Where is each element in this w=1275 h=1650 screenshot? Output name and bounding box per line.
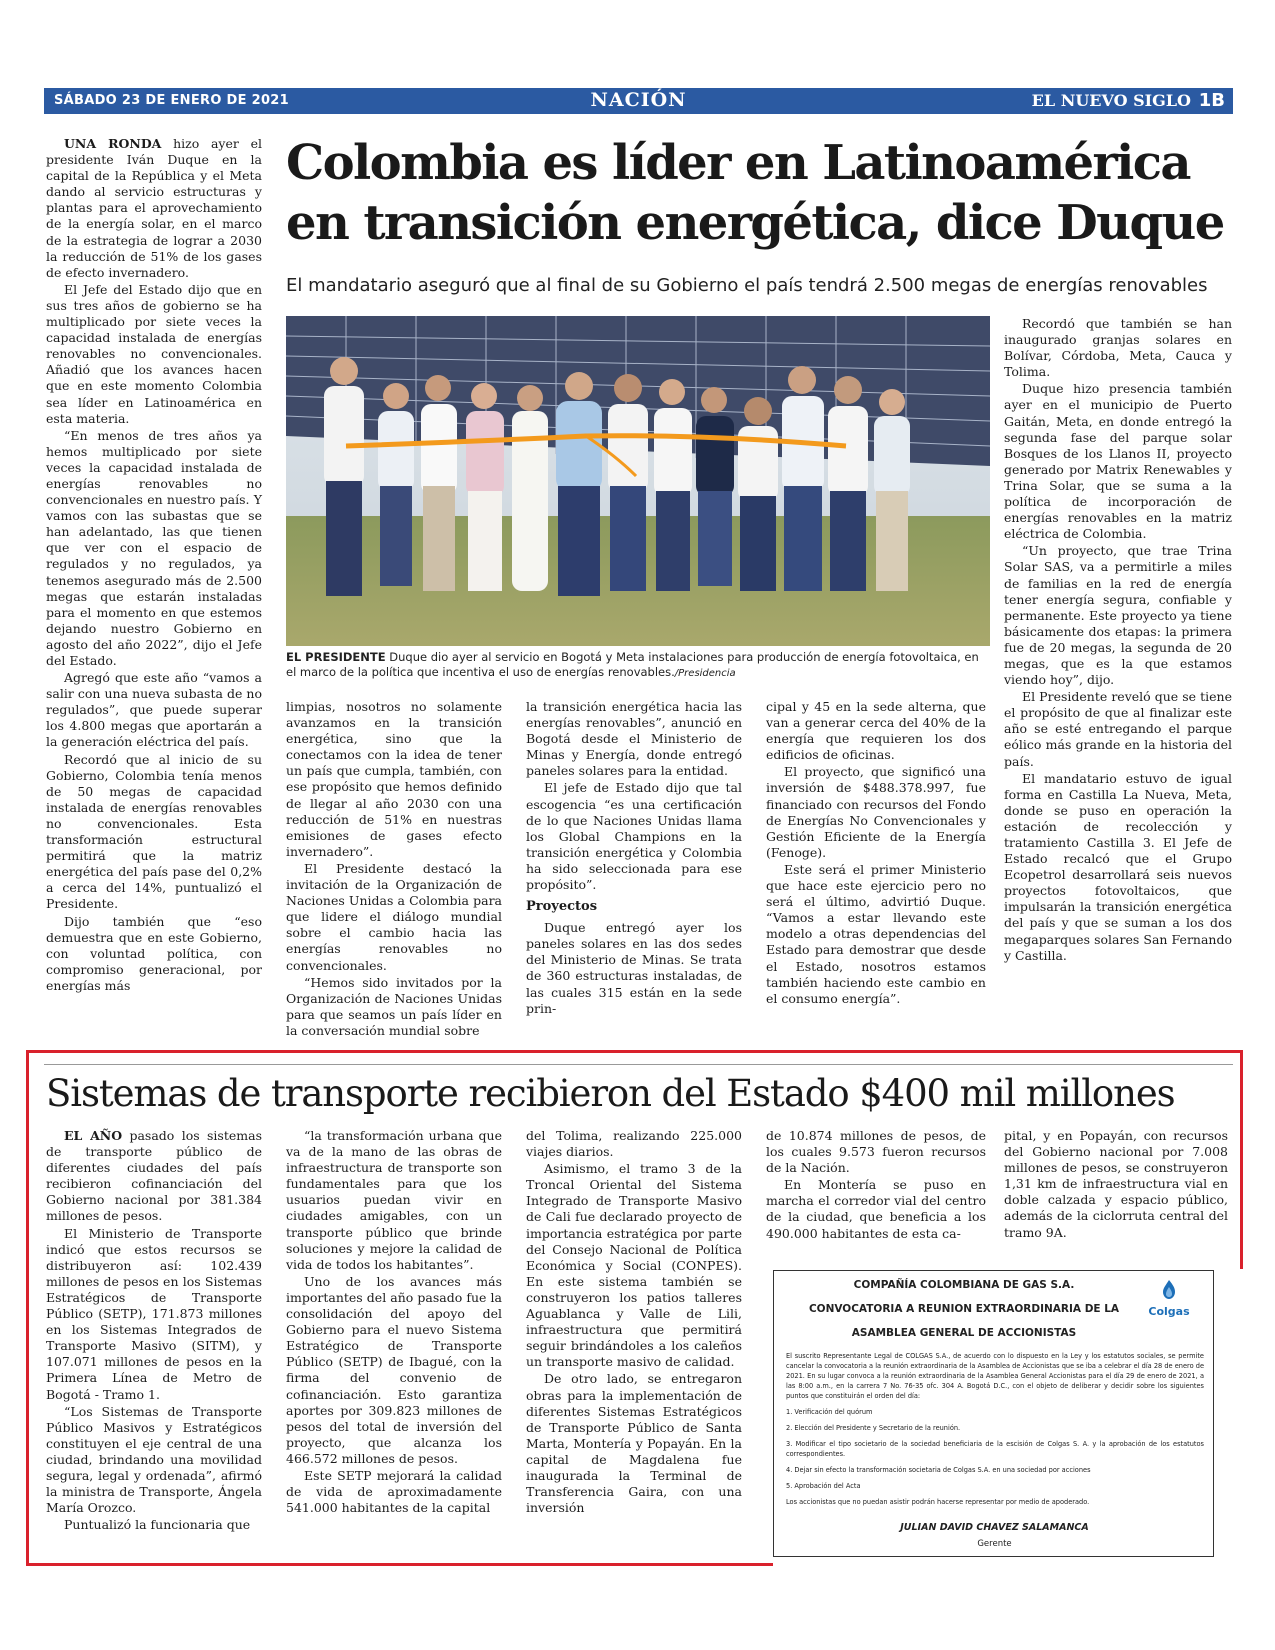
paragraph xyxy=(46,670,262,750)
paragraph xyxy=(526,920,742,1017)
second-headline: Sistemas de transporte recibieron del Estado $400 mil millones xyxy=(46,1072,1175,1115)
agenda-item: 4. Dejar sin efecto la transformación societaria de Colgas S.A. en una sociedad por acciones xyxy=(786,1466,1091,1474)
paragraph-text: Asimismo, el tramo 3 de la Troncal Oriental del Sistema Integrado de Transporte Masivo de Cali fue declarado proyecto de importancia estratégica por parte del Consejo Nacional de Política Económica y Social (CONPES). En este sistema también se construyeron los patios talleres Aguablanca y Valle de Lili, infraestructura que permitirá seguir brindándoles a los caleños un transporte masivo de calidad. xyxy=(526,1161,742,1370)
paragraph xyxy=(46,428,262,669)
main-story-column-4 xyxy=(766,699,986,1008)
paragraph xyxy=(526,1128,742,1160)
second-story-column-1 xyxy=(46,1128,262,1534)
ad-signer-role: Gerente xyxy=(977,1539,1012,1549)
paragraph-text: Dijo también que “eso demuestra que en este Gobierno, con voluntad política, con compromiso generacional, por energías más xyxy=(46,913,262,993)
paragraph-text: pasado los sistemas de transporte público de diferentes ciudades del país recibieron cofinanciación del Gobierno nacional por 381.384 millones de pesos. xyxy=(46,1128,262,1224)
solar-ceremony-photo xyxy=(286,316,990,646)
main-headline-line-1: Colombia es líder en Latinoamérica xyxy=(286,135,1190,191)
paragraph xyxy=(1004,771,1232,964)
paragraph xyxy=(46,136,262,281)
paragraph xyxy=(1004,543,1232,688)
paragraph xyxy=(1004,1128,1228,1241)
caption-lead: EL PRESIDENTE xyxy=(286,650,386,664)
shareholder-meeting-notice xyxy=(773,1270,1214,1557)
paragraph-text: hizo ayer el presidente Iván Duque en la capital de la República y el Meta dando al servicio estructuras y plantas para el aprovechamiento de la energía solar, en el marco de la estrategia de lograr a 2030 la reducción de 51% de los gases de efecto invernadero. xyxy=(46,136,262,280)
lead-in: EL AÑO xyxy=(64,1128,123,1143)
paragraph-text: pital, y en Popayán, con recursos del Gobierno nacional por 7.008 millones de pesos, se construyeron 1,31 km de infraestructura vial en doble calzada y espacio público, además de la ciclorruta central del tramo 9A. xyxy=(1004,1128,1228,1240)
paragraph xyxy=(46,1128,262,1225)
paragraph xyxy=(766,764,986,861)
paragraph xyxy=(46,1226,262,1403)
ad-signer: JULIAN DAVID CHAVEZ SALAMANCA xyxy=(900,1522,1089,1533)
header-bar xyxy=(44,88,1233,114)
paragraph-text: El Presidente destacó la invitación de la Organización de Naciones Unidas a Colombia para que lidere el diálogo mundial sobre el cambio hacia las energías renovables no convencionales. xyxy=(286,860,502,973)
paragraph xyxy=(526,699,742,779)
agenda-item: 3. Modificar el tipo societario de la sociedad beneficiaria de la escisión de Colgas S. A. y la aprobación de los estatutos correspondientes. xyxy=(786,1440,1204,1458)
paragraph xyxy=(766,862,986,1007)
paragraph-text: de 10.874 millones de pesos, de los cuales 9.573 fueron recursos de la Nación. xyxy=(766,1128,986,1176)
paragraph-text: El Jefe del Estado dijo que en sus tres años de gobierno se ha multiplicado por siete veces la capacidad instalada de energías renovables no convencionales. Añadió que los avances hacen que en este momento Colombia sea líder en Latinoamérica en esta materia. xyxy=(46,281,262,426)
paragraph-text: cipal y 45 en la sede alterna, que van a generar cerca del 40% de la energía que requieren los dos edificios de oficinas. xyxy=(766,699,986,763)
paragraph xyxy=(286,861,502,974)
paragraph xyxy=(286,1274,502,1467)
paragraph-text: Este SETP mejorará la calidad de vida de aproximadamente 541.000 habitantes de la capital xyxy=(286,1467,502,1516)
agenda-item: 1. Verificación del quórum xyxy=(786,1408,873,1416)
paragraph-text: De otro lado, se entregaron obras para la implementación de diferentes Sistemas Estratégicos de Transporte Público de Santa Marta, Montería y Popayán. En la capital de Magdalena fue inaugurada la Terminal de Transferencia Gaira, con una inversión xyxy=(526,1371,742,1516)
main-subheadline: El mandatario aseguró que al final de su Gobierno el país tendrá 2.500 megas de energías renovables xyxy=(286,275,1208,296)
paragraph-text: la transición energética hacia las energías renovables”, anunció en Bogotá desde el Ministerio de Minas y Energía, donde entregó paneles solares para la entidad. xyxy=(526,699,742,779)
photo-credit: /Presidencia xyxy=(674,668,736,679)
paragraph xyxy=(46,1517,262,1533)
paragraph xyxy=(46,1404,262,1517)
paragraph-text: “Los Sistemas de Transporte Público Masivos y Estratégicos constituyen el eje central de una ciudad, brindando una movilidad segura, legal y ordenada”, afirmó la ministra de Transporte, Ángela María Orozco. xyxy=(46,1403,262,1516)
paragraph-text: El mandatario estuvo de igual forma en Castilla La Nueva, Meta, donde se puso en operación la estación de recolección y tratamiento Castilla 3. El Jefe de Estado recalcó que el Grupo Ecopetrol desarrollará seis nuevos proyectos fotovoltaicos, que impulsarán la transición energética del país y que se suman a los dos megaparques solares San Fernando y Castilla. xyxy=(1004,770,1232,963)
ad-title-line-1: CONVOCATORIA A REUNION EXTRAORDINARIA DE LA xyxy=(808,1303,1120,1315)
paragraph-text: “En menos de tres años ya hemos multiplicado por siete veces la capacidad instalada de energías renovables no convencionales en nuestro país. Y vamos con las subastas que se han adelantado, las que tienen que ver con el espacio de regulados y no regulados, ya tenemos asegurado más de 2.500 megas que estarán instaladas para el momento en que estemos dejando nuestro Gobierno en agosto del año 2022”, dijo el Jefe del Estado. xyxy=(46,427,262,668)
ad-agenda xyxy=(786,1407,1204,1491)
paragraph xyxy=(526,1161,742,1370)
photo-caption xyxy=(286,650,990,681)
paragraph-text: Agregó que este año “vamos a salir con una nueva subasta de no regulados”, que puede superar los 4.800 megas que aportarán a la generación eléctrica del país. xyxy=(46,670,262,750)
section-name: NACIÓN xyxy=(590,89,687,111)
paragraph xyxy=(286,975,502,1039)
paragraph-text: El Ministerio de Transporte indicó que estos recursos se distribuyeron así: 102.439 millones de pesos en los Sistemas Estratégicos de Transporte Público (SETP), 171.873 millones en los Sistemas Integrados de Transporte Masivo (SITM), y 107.071 millones de pesos en la Primera Línea de Metro de Bogotá - Tramo 1. xyxy=(46,1225,262,1402)
paragraph xyxy=(46,752,262,913)
page-number: 1B xyxy=(1198,90,1225,111)
paragraph-text: “la transformación urbana que va de la mano de las obras de infraestructura de transporte son fundamentales para que los usuarios puedan vivir en ciudades amigables, con un transporte público que brinde soluciones y mejore la calidad de vida de todos los habitantes”. xyxy=(286,1128,502,1272)
paragraph xyxy=(46,282,262,427)
paragraph-text: En Montería se puso en marcha el corredor vial del centro de la ciudad, que beneficia a los 490.000 habitantes de esta ca- xyxy=(766,1177,986,1241)
lead-in: UNA RONDA xyxy=(64,136,162,151)
paragraph-text: limpias, nosotros no solamente avanzamos en la transición energética, sino que la conectamos con la idea de tener un país que cumpla, también, con ese propósito que hemos definido de llegar al año 2030 con una reducción de 51% en nuestras emisiones de gases efecto invernadero”. xyxy=(286,699,502,859)
second-story-column-2 xyxy=(286,1128,502,1517)
paragraph-text: Puntualizó la funcionaria que xyxy=(64,1517,251,1533)
paragraph-text: Recordó que al inicio de su Gobierno, Colombia tenía menos de 50 megas de capacidad instalada de energías renovables no convencionales. Esta transformación estructural permitirá que la matriz energética del país pase del 0,2% a cerca del 14%, puntualizó el Presidente. xyxy=(46,751,262,912)
paragraph-text: Recordó que también se han inaugurado granjas solares en Bolívar, Córdoba, Meta, Cauca y Tolima. xyxy=(1004,316,1232,380)
paragraph-text: “Hemos sido invitados por la Organización de Naciones Unidas para que seamos un país líder en la conversación mundial sobre xyxy=(286,974,502,1038)
story-divider xyxy=(44,1064,1233,1065)
agenda-item: 5. Aprobación del Acta xyxy=(786,1482,861,1490)
paragraph-text: “Un proyecto, que trae Trina Solar SAS, va a permitirle a miles de familias en la red de energía tener energía segura, confiable y permanente. Este proyecto ya tiene básicamente dos etapas: la primera fue de 20 megas, la segunda de 20 megas, que es la que estamos viendo hoy”, dijo. xyxy=(1004,543,1232,688)
paragraph xyxy=(286,699,502,860)
paragraph xyxy=(1004,689,1232,769)
paragraph xyxy=(526,1371,742,1516)
colgas-logo-text: Colgas xyxy=(1148,1305,1190,1318)
paragraph xyxy=(766,1177,986,1241)
main-headline xyxy=(286,133,1236,253)
ad-body xyxy=(786,1351,1204,1513)
paragraph-text: El jefe de Estado dijo que tal escogencia “es una certificación de lo que Naciones Unidas llama los Global Champions en la transición energética y Colombia ha sido seleccionada para ese propósito”. xyxy=(526,780,742,893)
paragraph-text: Duque entregó ayer los paneles solares en las dos sedes del Ministerio de Minas. Se trata de 360 estructuras instaladas, de las cuales 315 están en la sede prin- xyxy=(526,920,742,1016)
paragraph-text: El proyecto, que significó una inversión de $488.378.997, fue financiado con recursos del Fondo de Energías No Convencionales y Gestión Eficiente de la Energía (Fenoge). xyxy=(766,764,986,860)
main-story-column-2 xyxy=(286,699,502,1040)
paragraph-text: Duque hizo presencia también ayer en el municipio de Puerto Gaitán, Meta, en donde entregó la segunda fase del parque solar Bosques de los Llanos II, proyecto generado por Matrix Renewables y Trina Solar, que se suma a la política de incorporación de energías renovables en la matriz eléctrica de Colombia. xyxy=(1004,381,1232,542)
agenda-item: 2. Elección del Presidente y Secretario de la reunión. xyxy=(786,1424,961,1432)
paragraph-text: Uno de los avances más importantes del año pasado fue la consolidación del apoyo del Gobierno para el nuevo Sistema Estratégico de Transporte Público (SETP) de Ibagué, con la firma del convenio de cofinanciación. Esto garantiza aportes por 309.823 millones de pesos del total de inversión del proyecto, que alcanza los 466.572 millones de pesos. xyxy=(286,1273,502,1466)
paragraph-text: del Tolima, realizando 225.000 viajes diarios. xyxy=(526,1128,742,1160)
ad-intro: El suscrito Representante Legal de COLGAS S.A., de acuerdo con lo dispuesto en la Ley y los estatutos sociales, se permite cancelar la convocatoria a la reunión extraordinaria de la Asamblea de Accionistas que se iba a celebrar el día 28 de enero de 2021. En su lugar convoca a la reunión extraordinaria de la Asamblea General Accionistas para el día 29 de enero de 2021, a las 8:00 a.m., en la carrera 7 No. 76-35 ofc. 304 A. Bogotá D.C., con el objeto de deliberar y decidir sobre los siguientes puntos que constituirán el orden del día: xyxy=(786,1352,1204,1400)
colgas-logo xyxy=(1139,1279,1199,1319)
paragraph xyxy=(766,1128,986,1176)
main-headline-line-2: en transición energética, dice Duque xyxy=(286,195,1224,251)
ad-title-line-2: ASAMBLEA GENERAL DE ACCIONISTAS xyxy=(851,1327,1077,1339)
main-story-column-1 xyxy=(46,136,262,995)
ad-company: COMPAÑÍA COLOMBIANA DE GAS S.A. xyxy=(853,1279,1075,1291)
second-story-column-3 xyxy=(526,1128,742,1517)
ad-note: Los accionistas que no puedan asistir podrán hacerse representar por medio de apoderado. xyxy=(786,1498,1090,1506)
paragraph xyxy=(1004,381,1232,542)
paragraph xyxy=(766,699,986,763)
main-story-column-5 xyxy=(1004,316,1232,965)
publication-name: EL NUEVO SIGLO xyxy=(1031,91,1191,110)
paragraph xyxy=(286,1128,502,1273)
caption-text: Duque dio ayer al servicio en Bogotá y Meta instalaciones para producción de energía fotovoltaica, en el marco de la política que incentiva el uso de energías renovables. xyxy=(286,650,979,679)
paragraph-text: Este será el primer Ministerio que hace este ejercicio pero no será el último, advirtió Duque. “Vamos a estar llevando este modelo a otras dependencias del Estado para demostrar que desde el Estado, nosotros estamos también haciendo este cambio en el consumo energía”. xyxy=(766,861,986,1006)
subheading: Proyectos xyxy=(526,899,598,915)
paragraph xyxy=(286,1468,502,1516)
issue-date: SÁBADO 23 DE ENERO DE 2021 xyxy=(54,93,289,108)
paragraph xyxy=(526,780,742,893)
paragraph xyxy=(46,914,262,994)
main-photo xyxy=(286,316,990,646)
flame-icon xyxy=(1158,1279,1180,1301)
main-story-column-3 xyxy=(526,699,742,1018)
second-story-column-4 xyxy=(766,1128,986,1243)
paragraph xyxy=(1004,316,1232,380)
second-story-column-5 xyxy=(1004,1128,1228,1242)
paragraph-text: El Presidente reveló que se tiene el propósito de que al finalizar este año se esté entregando el parque eólico más grande en la historia del país. xyxy=(1004,689,1232,769)
